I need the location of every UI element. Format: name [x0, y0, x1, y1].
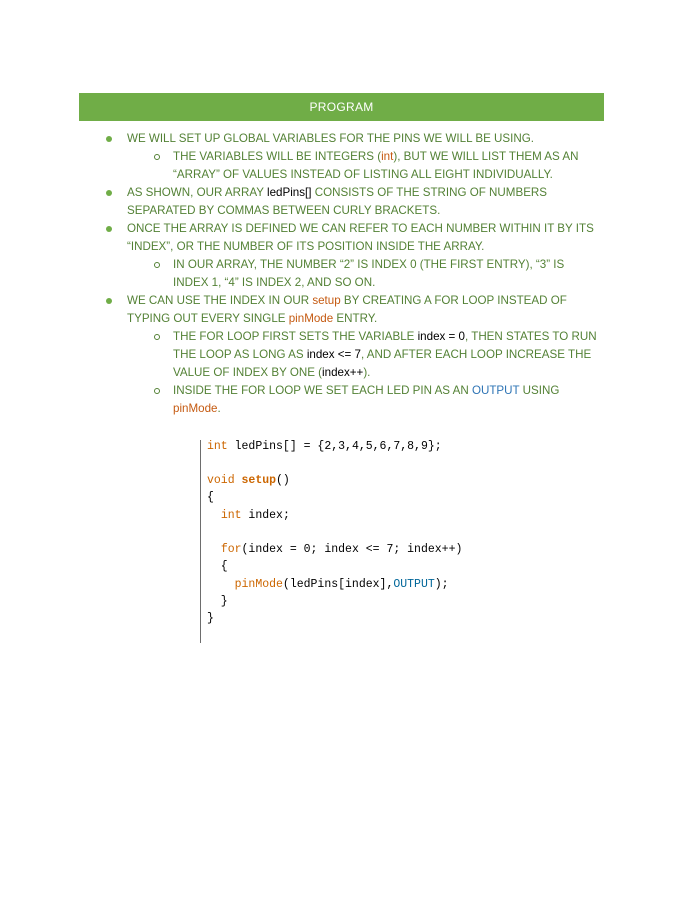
code-line: } — [207, 595, 228, 608]
sub-bullet-circle — [154, 388, 160, 394]
sub-bullet-circle — [154, 154, 160, 160]
sub-bullet-circle — [154, 262, 160, 268]
list-item-continuation: INDEX 1, “4” IS INDEX 2, AND SO ON. — [173, 276, 376, 289]
code-line: { — [207, 560, 228, 573]
list-item: THE VARIABLES WILL BE INTEGERS (int), BUT WE WILL LIST THEM AS AN — [173, 150, 579, 163]
list-item: AS SHOWN, OUR ARRAY ledPins[] CONSISTS OF THE STRING OF NUMBERS — [127, 186, 548, 199]
code-line: int index; — [220, 509, 290, 522]
list-item-continuation: SEPARATED BY COMMAS BETWEEN CURLY BRACKETS. — [127, 204, 441, 217]
bullet-dot — [106, 136, 112, 142]
list-item-continuation: “ARRAY” OF VALUES INSTEAD OF LISTING ALL EIGHT INDIVIDUALLY. — [173, 168, 553, 181]
sub-bullet-circle — [154, 334, 160, 340]
list-item-continuation: “INDEX”, OR THE NUMBER OF ITS POSITION INSIDE THE ARRAY. — [127, 240, 485, 253]
bullet-dot — [106, 298, 112, 304]
list-item: WE CAN USE THE INDEX IN OUR setup BY CREATING A FOR LOOP INSTEAD OF — [127, 294, 567, 307]
list-item-continuation: TYPING OUT EVERY SINGLE pinMode ENTRY. — [127, 312, 378, 325]
list-item: INSIDE THE FOR LOOP WE SET EACH LED PIN AS AN OUTPUT USING — [173, 384, 560, 397]
list-item: IN OUR ARRAY, THE NUMBER “2” IS INDEX 0 (THE FIRST ENTRY), “3” IS — [173, 258, 565, 271]
list-item: ONCE THE ARRAY IS DEFINED WE CAN REFER TO EACH NUMBER WITHIN IT BY ITS — [127, 222, 594, 235]
list-item: THE FOR LOOP FIRST SETS THE VARIABLE index = 0, THEN STATES TO RUN — [173, 330, 597, 343]
list-item: WE WILL SET UP GLOBAL VARIABLES FOR THE PINS WE WILL BE USING. — [127, 132, 534, 145]
code-line: for(index = 0; index <= 7; index++) — [220, 543, 463, 556]
section-title: PROGRAM — [309, 100, 374, 114]
code-line: pinMode(ledPins[index],OUTPUT); — [234, 578, 449, 591]
bullet-dot — [106, 226, 112, 232]
code-line: { — [207, 491, 214, 504]
code-line: void setup() — [207, 474, 290, 487]
code-block-border — [200, 440, 201, 643]
bullet-dot — [106, 190, 112, 196]
code-line: int ledPins[] = {2,3,4,5,6,7,8,9}; — [207, 440, 442, 453]
list-item-continuation: VALUE OF INDEX BY ONE (index++). — [173, 366, 371, 379]
section-header — [79, 93, 604, 121]
list-item-continuation: THE LOOP AS LONG AS index <= 7, AND AFTER EACH LOOP INCREASE THE — [173, 348, 592, 361]
list-item-continuation: pinMode. — [173, 402, 221, 415]
code-line: } — [207, 612, 214, 625]
